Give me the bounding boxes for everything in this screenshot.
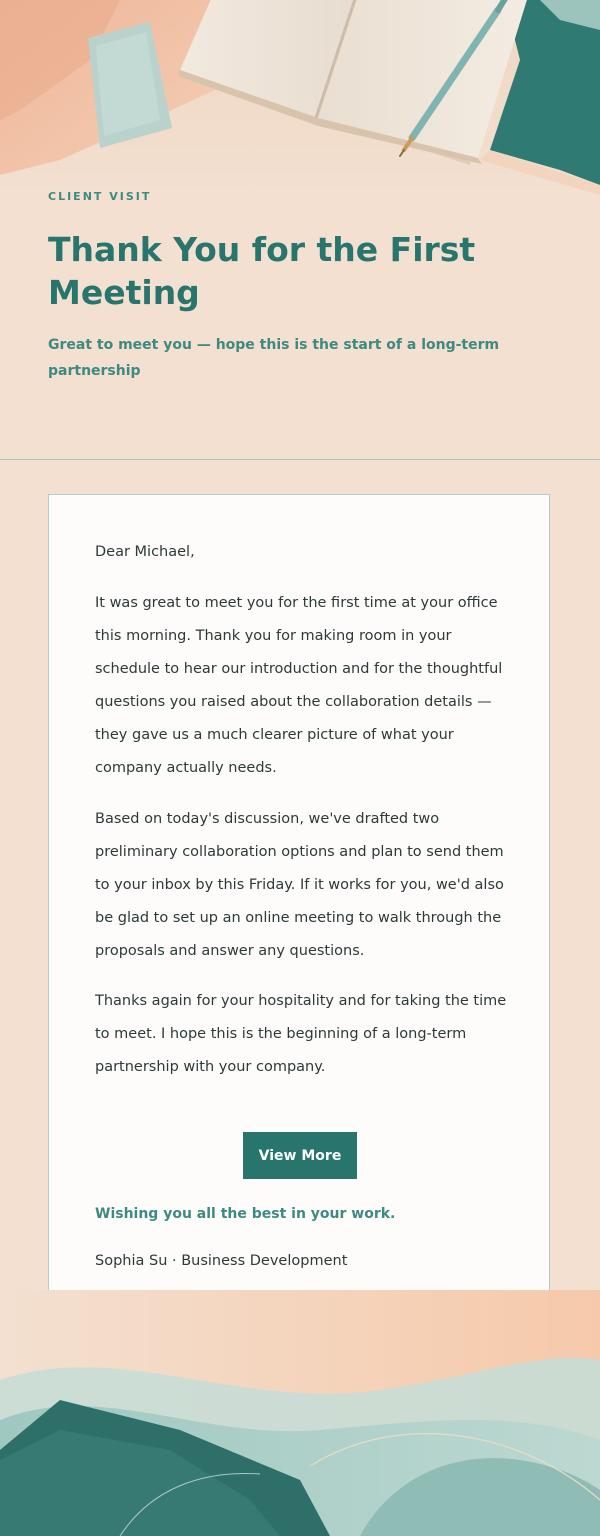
letter-paragraph-3: Thanks again for your hospitality and for taking the time to meet. I hope this is the beginning of a long-term partnership with your company. — [95, 993, 507, 1075]
header-divider — [0, 459, 600, 460]
letter-paragraph-2: Based on today's discussion, we've drafted two preliminary collaboration options and plan to send them to your inbox by this Friday. If it works for you, we'd also be glad to set up an online meeting to walk through the proposals and answer any questions. — [95, 811, 504, 959]
letter-card — [48, 494, 550, 1340]
letter-closing: Wishing you all the best in your work. — [95, 1206, 396, 1222]
eyebrow-label: CLIENT VISIT — [48, 190, 152, 203]
letter-signature: Sophia Su · Business Development — [95, 1253, 348, 1269]
letter-greeting: Dear Michael, — [95, 544, 195, 560]
notebook-and-pen-icon — [0, 0, 600, 200]
abstract-waves-icon — [0, 1290, 600, 1536]
page-title: Thank You for the First Meeting — [48, 230, 476, 312]
page-subtitle: Great to meet you — hope this is the start of a long-term partnership — [48, 337, 500, 379]
view-more-button[interactable]: View More — [243, 1132, 357, 1179]
letter-paragraph-1: It was great to meet you for the first time at your office this morning. Thank you for making room in your schedule to hear our introduction and for the thoughtful questions you raised about the collaboration details — they gave us a much clearer picture of what your company actually needs. — [95, 595, 503, 776]
